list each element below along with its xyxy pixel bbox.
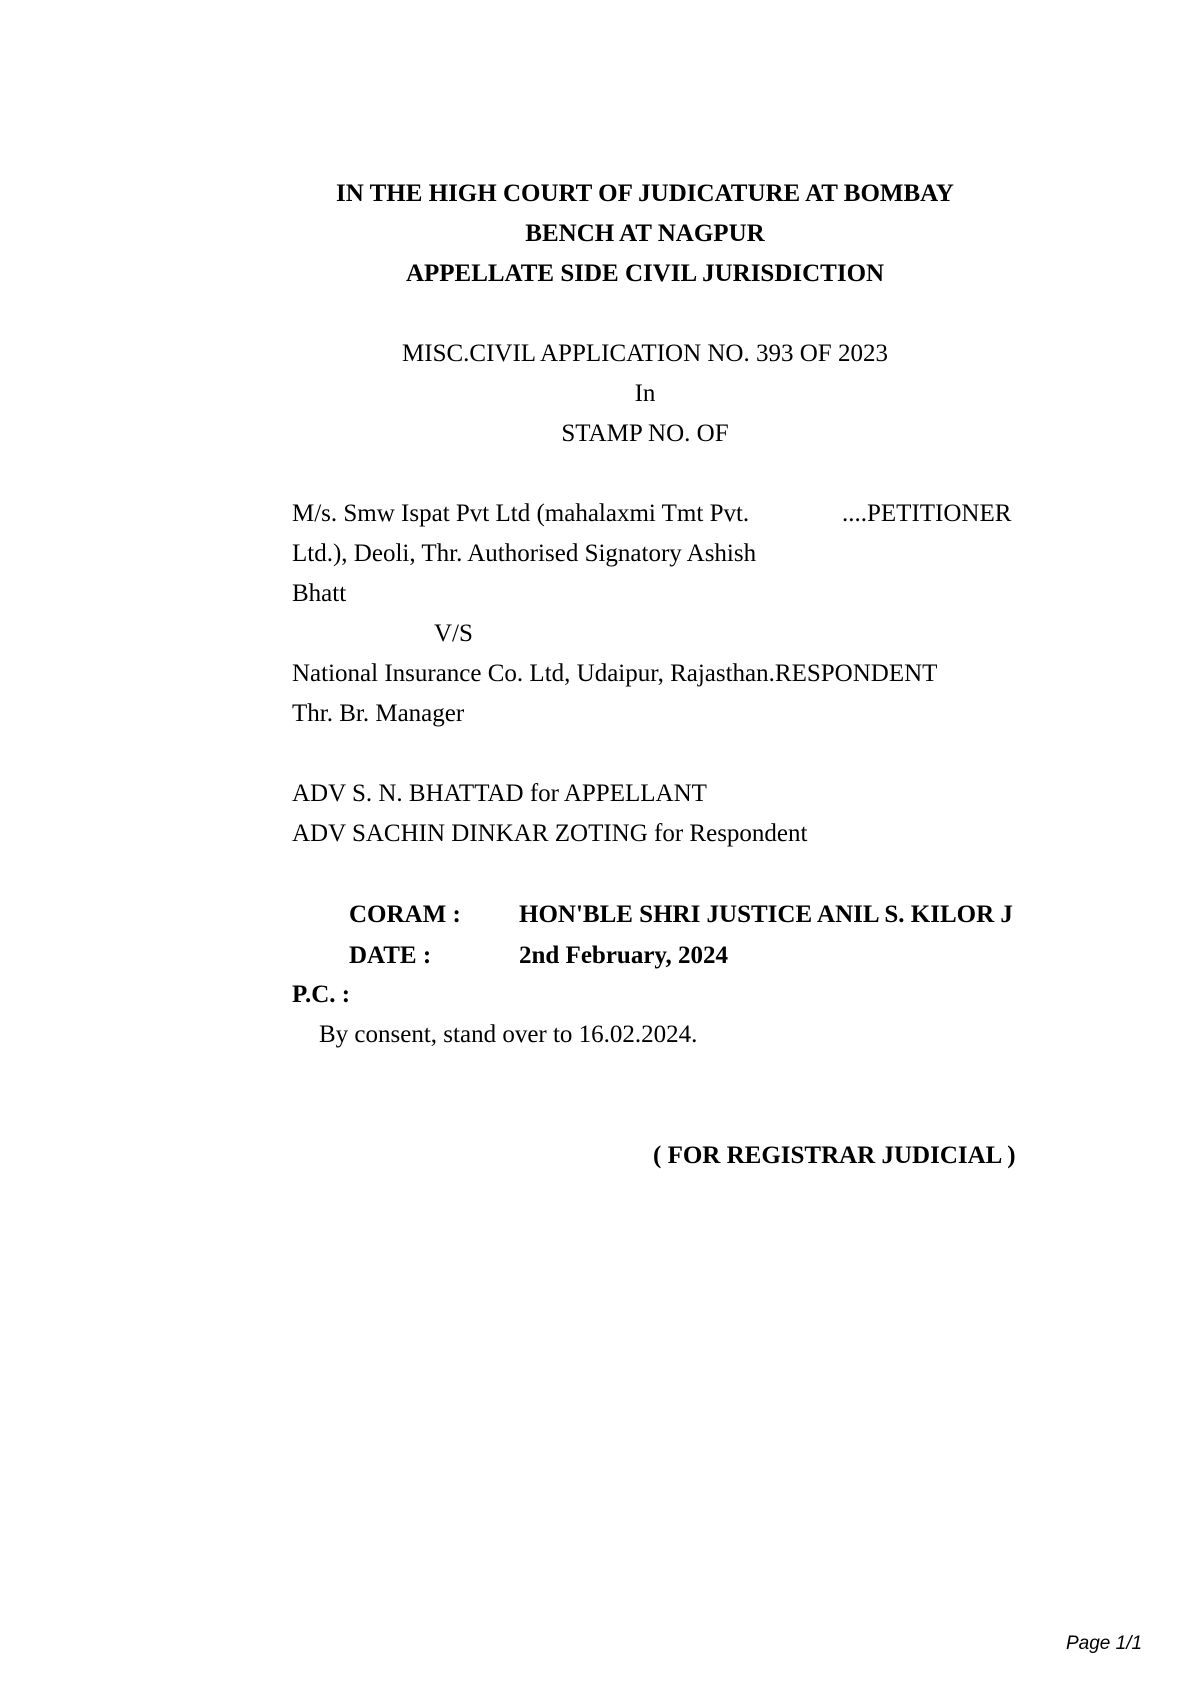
order-text: By consent, stand over to 16.02.2024. <box>319 1021 698 1048</box>
petitioner-line-2: Ltd.), Deoli, Thr. Authorised Signatory Ashish <box>292 540 757 567</box>
jurisdiction-title: APPELLATE SIDE CIVIL JURISDICTION <box>405 260 885 287</box>
coram-value: HON'BLE SHRI JUSTICE ANIL S. KILOR J <box>519 901 1013 928</box>
date-label: DATE : <box>349 942 432 969</box>
petitioner-line-1: M/s. Smw Ispat Pvt Ltd (mahalaxmi Tmt Pvt. <box>292 500 750 527</box>
stamp-number: STAMP NO. OF <box>561 420 729 447</box>
application-number: MISC.CIVIL APPLICATION NO. 393 OF 2023 <box>402 340 888 367</box>
coram-label: CORAM : <box>349 901 461 928</box>
petitioner-role: ....PETITIONER <box>842 500 1012 527</box>
page-number: Page 1/1 <box>1066 1633 1143 1654</box>
advocate-respondent: ADV SACHIN DINKAR ZOTING for Respondent <box>292 820 808 847</box>
respondent-line-2: Thr. Br. Manager <box>292 700 465 727</box>
respondent-name: National Insurance Co. Ltd, Udaipur, Rajasthan. <box>292 660 775 687</box>
pc-label: P.C. : <box>292 981 351 1008</box>
court-title: IN THE HIGH COURT OF JUDICATURE AT BOMBAY <box>336 180 954 207</box>
in-label: In <box>634 380 656 407</box>
bench-title: BENCH AT NAGPUR <box>525 220 765 247</box>
advocate-appellant: ADV S. N. BHATTAD for APPELLANT <box>292 780 707 807</box>
date-value: 2nd February, 2024 <box>519 942 729 969</box>
respondent-role: RESPONDENT <box>774 660 938 687</box>
respondent-line-1 <box>292 661 937 686</box>
registrar-signature: ( FOR REGISTRAR JUDICIAL ) <box>653 1142 1016 1169</box>
petitioner-line-3: Bhatt <box>292 580 347 607</box>
versus-label: V/S <box>434 620 473 647</box>
